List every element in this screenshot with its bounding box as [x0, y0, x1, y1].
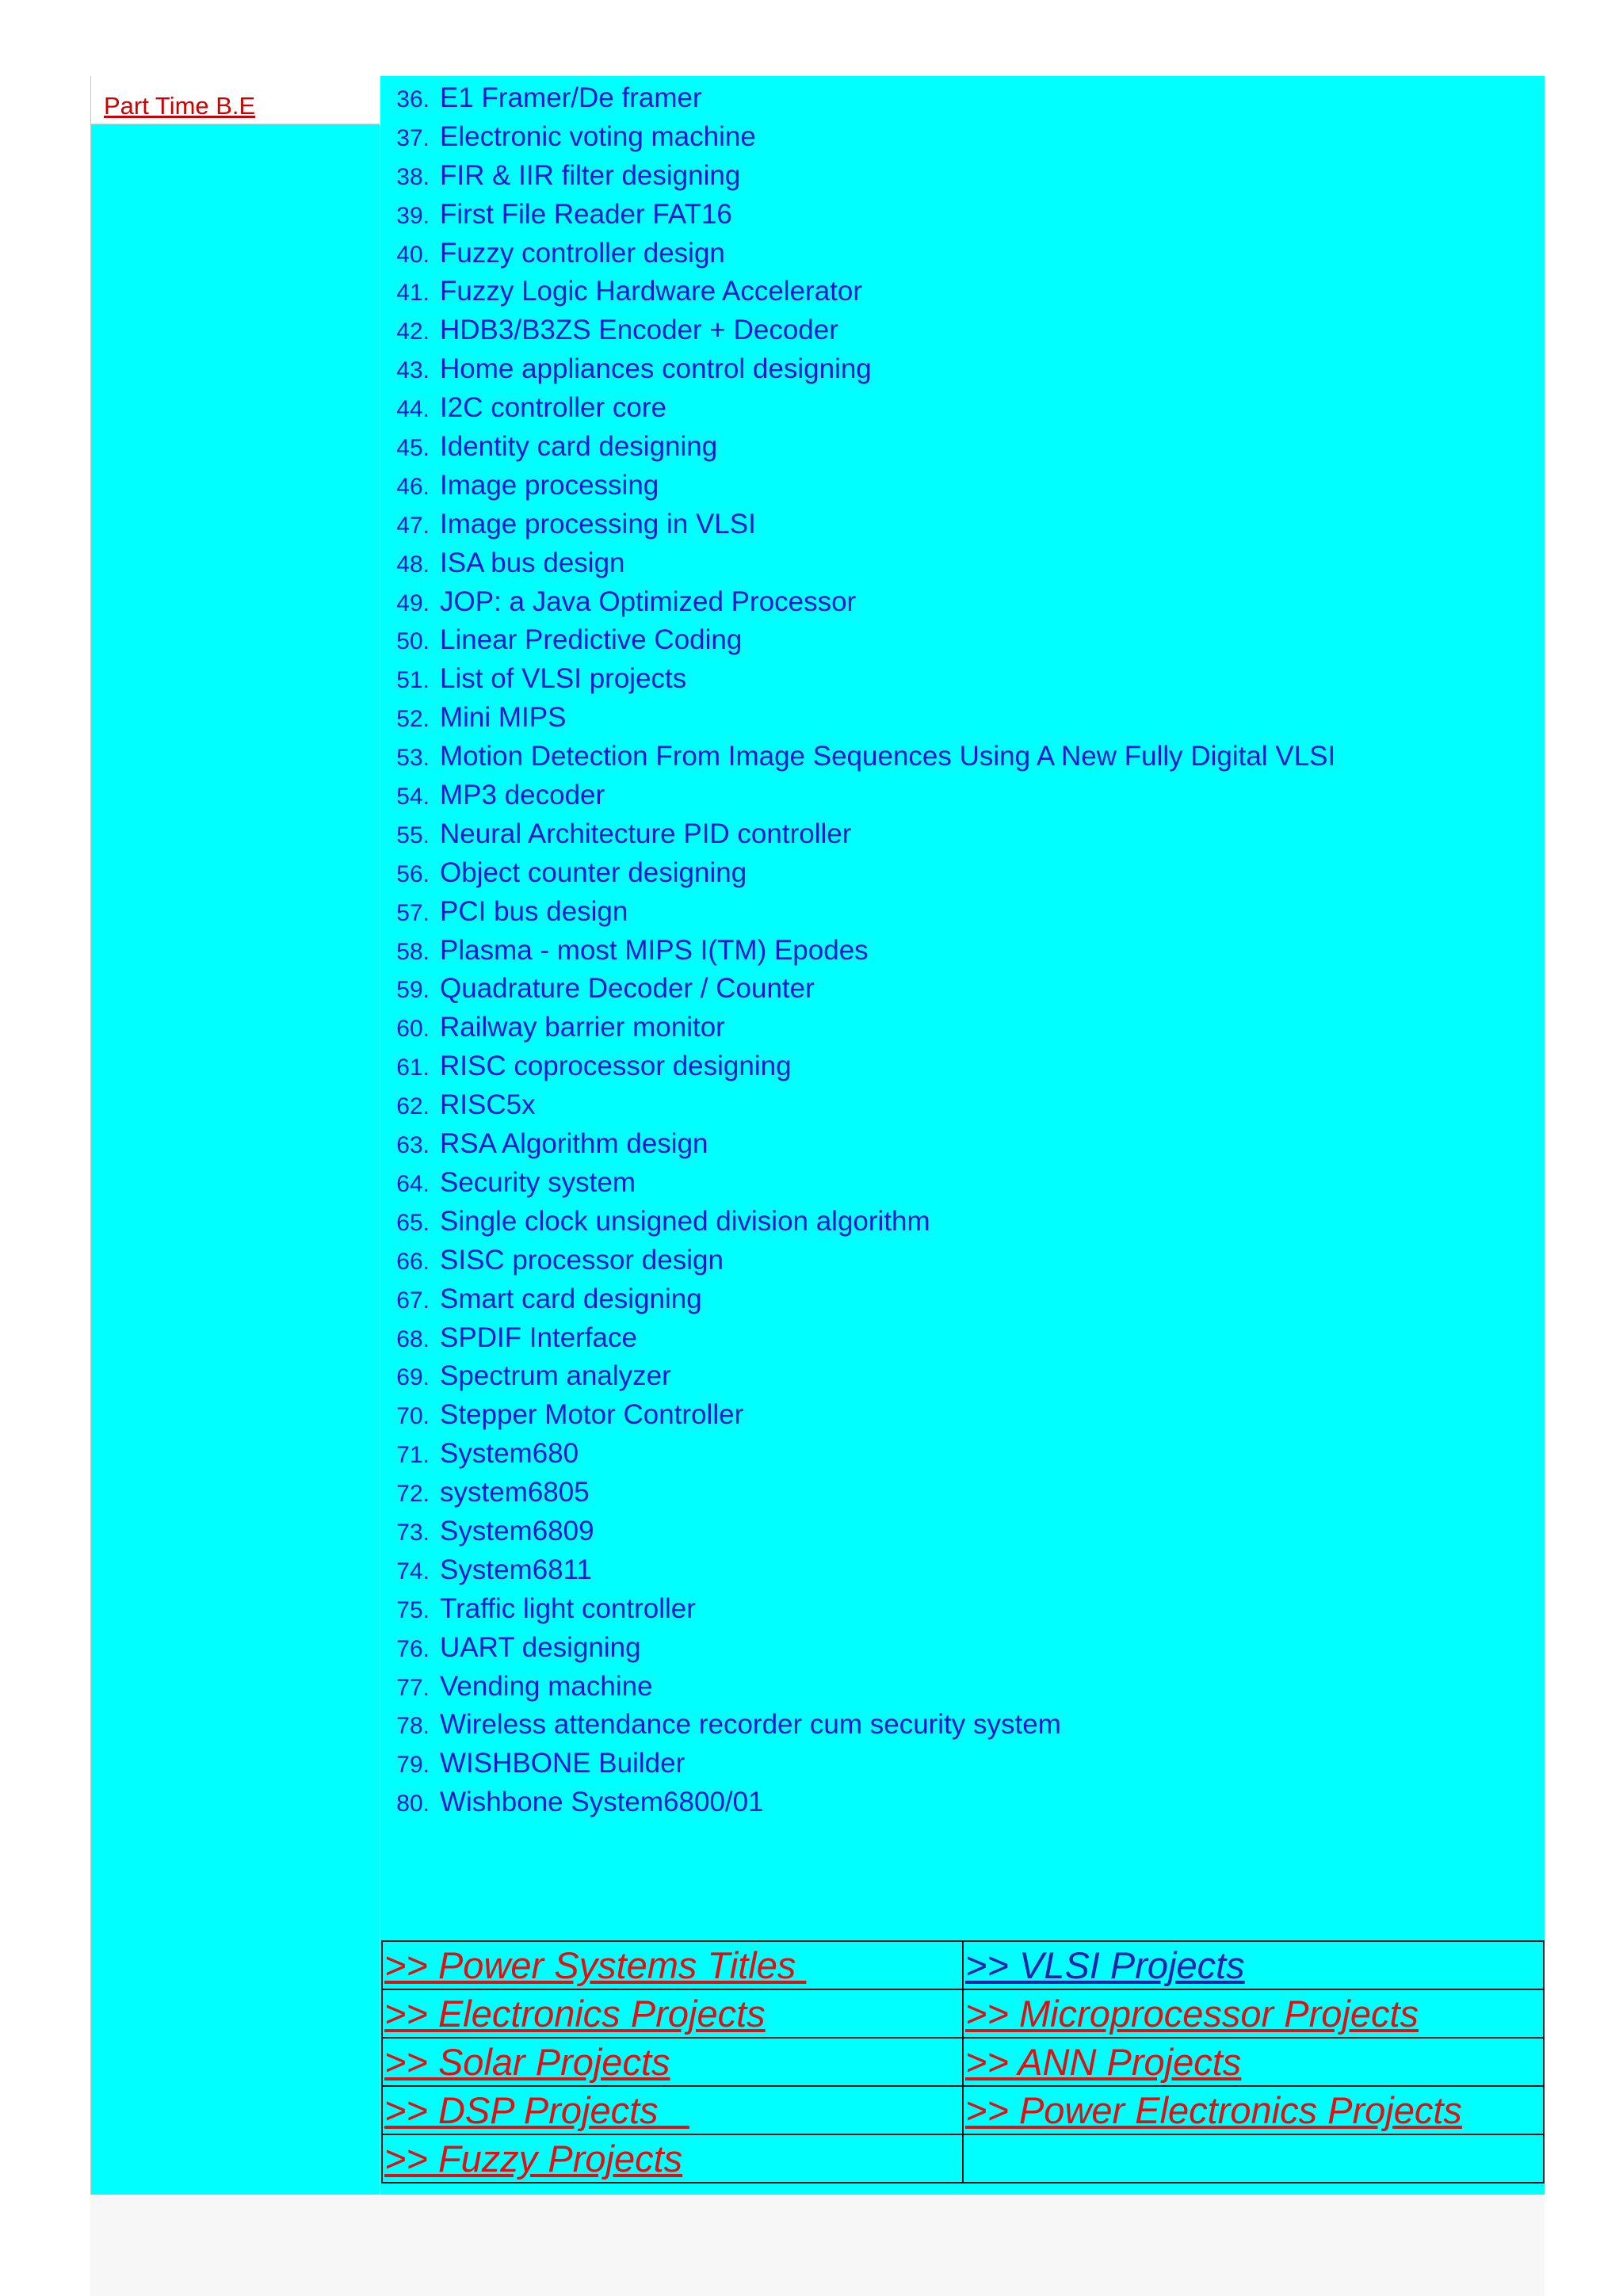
list-item: [380, 1203, 1537, 1241]
solar-projects-link[interactable]: >> Solar Projects: [384, 2041, 670, 2083]
list-item: [380, 273, 1537, 311]
list-item-title: Wishbone System6800/01: [440, 1787, 764, 1818]
list-item: [380, 1590, 1537, 1629]
table-row: [382, 2038, 1544, 2086]
list-item: [380, 1280, 1537, 1319]
list-item-number: 70.: [396, 1403, 430, 1430]
dsp-projects-link[interactable]: >> DSP Projects: [384, 2089, 689, 2131]
list-item-number: 58.: [396, 938, 430, 965]
list-item-number: 56.: [396, 860, 430, 887]
power-electronics-projects-link[interactable]: >> Power Electronics Projects: [965, 2089, 1462, 2131]
list-item-number: 51.: [396, 667, 430, 694]
project-links-table: [381, 1940, 1545, 2183]
list-item-number: 40.: [396, 241, 430, 268]
empty-table-cell: [963, 2134, 1544, 2183]
list-item-number: 43.: [396, 357, 430, 384]
main-content: [380, 76, 1545, 2195]
list-item: [380, 1745, 1537, 1783]
list-item-number: 37.: [396, 124, 430, 151]
list-item-title: Fuzzy controller design: [440, 237, 725, 269]
list-item-number: 75.: [396, 1596, 430, 1623]
list-item-title: Wireless attendance recorder cum security system: [440, 1709, 1061, 1741]
table-row: [382, 1989, 1544, 2038]
list-item-title: I2C controller core: [440, 392, 666, 424]
list-item-title: Identity card designing: [440, 431, 718, 463]
list-item-number: 41.: [396, 280, 430, 307]
list-item-title: ISA bus design: [440, 547, 625, 578]
table-cell: [382, 2038, 963, 2086]
table-row: [382, 2134, 1544, 2183]
list-item: [380, 311, 1537, 350]
list-item: [380, 1164, 1537, 1203]
list-item-title: Fuzzy Logic Hardware Accelerator: [440, 276, 862, 307]
list-item-title: UART designing: [440, 1631, 641, 1663]
list-item-number: 80.: [396, 1791, 430, 1817]
list-item-title: RISC5x: [440, 1089, 536, 1121]
list-item-number: 74.: [396, 1558, 430, 1585]
list-item-number: 67.: [396, 1287, 430, 1314]
list-item-number: 42.: [396, 318, 430, 345]
table-row: [382, 1941, 1544, 1989]
list-item: [380, 1474, 1537, 1512]
list-item: [380, 583, 1537, 622]
list-item-title: system6805: [440, 1477, 590, 1508]
list-item: [380, 79, 1537, 118]
list-item-number: 46.: [396, 473, 430, 500]
list-item-number: 63.: [396, 1132, 430, 1159]
list-item: [380, 970, 1537, 1009]
list-item-title: SPDIF Interface: [440, 1322, 637, 1353]
list-item: [380, 621, 1537, 660]
list-item-title: HDB3/B3ZS Encoder + Decoder: [440, 315, 838, 346]
list-item-title: Neural Architecture PID controller: [440, 818, 852, 849]
list-item-number: 61.: [396, 1055, 430, 1081]
table-cell: [963, 1989, 1544, 2038]
list-item-number: 44.: [396, 396, 430, 423]
list-item-number: 79.: [396, 1752, 430, 1779]
list-item: [380, 505, 1537, 544]
table-cell: [382, 1941, 963, 1989]
list-item-title: MP3 decoder: [440, 780, 605, 811]
list-item-number: 71.: [396, 1442, 430, 1469]
list-item-title: Plasma - most MIPS I(TM) Epodes: [440, 934, 869, 966]
list-item-title: JOP: a Java Optimized Processor: [440, 585, 857, 617]
list-item: [380, 1783, 1537, 1822]
list-item-title: Mini MIPS: [440, 702, 567, 734]
table-cell: [963, 2086, 1544, 2134]
table-cell: [963, 1941, 1544, 1989]
list-item: [380, 1435, 1537, 1474]
list-item: [380, 1551, 1537, 1590]
list-item: [380, 660, 1537, 699]
list-item-title: Railway barrier monitor: [440, 1012, 725, 1043]
list-item-number: 62.: [396, 1093, 430, 1120]
table-cell: [382, 2134, 963, 2183]
ann-projects-link[interactable]: >> ANN Projects: [965, 2041, 1242, 2083]
list-item-number: 48.: [396, 551, 430, 578]
list-item-title: Motion Detection From Image Sequences Using A New Fully Digital VLSI: [440, 741, 1336, 772]
list-item-title: Object counter designing: [440, 856, 747, 888]
list-item: [380, 467, 1537, 505]
list-item-title: RISC coprocessor designing: [440, 1051, 792, 1082]
list-item: [380, 1319, 1537, 1358]
list-item-number: 65.: [396, 1209, 430, 1236]
list-item: [380, 389, 1537, 428]
list-item-number: 55.: [396, 822, 430, 849]
list-item: [380, 157, 1537, 196]
list-item-number: 39.: [396, 202, 430, 229]
list-item: [380, 1668, 1537, 1707]
list-item-number: 53.: [396, 745, 430, 772]
list-item-number: 52.: [396, 706, 430, 733]
list-item-number: 73.: [396, 1519, 430, 1546]
list-item-title: System6811: [440, 1554, 592, 1585]
list-item-title: WISHBONE Builder: [440, 1748, 685, 1779]
list-item: [380, 1512, 1537, 1551]
list-item: [380, 932, 1537, 971]
list-item-title: Quadrature Decoder / Counter: [440, 973, 815, 1005]
list-item-number: 38.: [396, 163, 430, 190]
project-list: [380, 79, 1537, 1822]
list-item: [380, 428, 1537, 467]
list-item-title: Image processing: [440, 469, 659, 501]
list-item-number: 76.: [396, 1635, 430, 1662]
list-item: [380, 350, 1537, 389]
list-item-number: 72.: [396, 1481, 430, 1508]
list-item-title: Single clock unsigned division algorithm: [440, 1205, 930, 1237]
left-sidebar: [90, 76, 380, 2195]
list-item-number: 45.: [396, 435, 430, 462]
microprocessor-projects-link[interactable]: >> Microprocessor Projects: [965, 1993, 1419, 2035]
list-item: [380, 1125, 1537, 1164]
list-item-title: List of VLSI projects: [440, 663, 687, 695]
list-item: [380, 815, 1537, 854]
table-cell: [382, 2086, 963, 2134]
table-row: [382, 2086, 1544, 2134]
list-item-title: System680: [440, 1438, 579, 1470]
list-item-title: RSA Algorithm design: [440, 1128, 708, 1160]
list-item-number: 64.: [396, 1170, 430, 1197]
list-item: [380, 544, 1537, 583]
table-cell: [963, 2038, 1544, 2086]
list-item: [380, 235, 1537, 273]
list-item: [380, 1241, 1537, 1280]
list-item-title: Stepper Motor Controller: [440, 1399, 744, 1431]
list-item: [380, 1629, 1537, 1668]
part-time-be-link[interactable]: Part Time B.E: [104, 92, 256, 120]
list-item: [380, 1047, 1537, 1086]
list-item-number: 47.: [396, 512, 430, 539]
list-item: [380, 699, 1537, 738]
list-item: [380, 196, 1537, 235]
list-item-title: Home appliances control designing: [440, 353, 872, 385]
list-item-title: Spectrum analyzer: [440, 1360, 671, 1392]
list-item-number: 36.: [396, 86, 430, 113]
list-item-title: SISC processor design: [440, 1244, 724, 1276]
list-item: [380, 1357, 1537, 1396]
list-item-number: 77.: [396, 1674, 430, 1701]
list-item-number: 78.: [396, 1713, 430, 1740]
list-item-title: E1 Framer/De framer: [440, 82, 702, 113]
list-item-number: 66.: [396, 1248, 430, 1275]
electronics-projects-link[interactable]: >> Electronics Projects: [384, 1993, 766, 2035]
list-item-title: System6809: [440, 1515, 594, 1547]
list-item: [380, 1706, 1537, 1745]
list-item-number: 68.: [396, 1325, 430, 1352]
list-item-number: 59.: [396, 977, 430, 1004]
sidebar-link-cell: [91, 76, 380, 124]
list-item-number: 54.: [396, 784, 430, 810]
list-item: [380, 893, 1537, 932]
table-cell: [382, 1989, 963, 2038]
list-item: [380, 854, 1537, 893]
list-item-title: Electronic voting machine: [440, 120, 756, 152]
list-item: [380, 738, 1537, 776]
list-item: [380, 118, 1537, 157]
list-item: [380, 1396, 1537, 1435]
fuzzy-projects-link[interactable]: >> Fuzzy Projects: [384, 2138, 683, 2180]
list-item-number: 57.: [396, 899, 430, 926]
power-systems-titles-link[interactable]: >> Power Systems Titles: [384, 1944, 807, 1986]
list-item-title: First File Reader FAT16: [440, 198, 732, 230]
vlsi-projects-link[interactable]: >> VLSI Projects: [965, 1944, 1245, 1986]
list-item: [380, 1086, 1537, 1125]
list-item: [380, 1009, 1537, 1047]
list-item: [380, 776, 1537, 815]
list-item-number: 60.: [396, 1016, 430, 1043]
list-item-title: FIR & IIR filter designing: [440, 159, 741, 191]
list-item-title: Security system: [440, 1166, 636, 1198]
list-item-title: Linear Predictive Coding: [440, 624, 743, 656]
list-item-title: PCI bus design: [440, 895, 628, 927]
list-item-number: 69.: [396, 1364, 430, 1391]
list-item-title: Vending machine: [440, 1670, 653, 1702]
list-item-number: 49.: [396, 589, 430, 616]
list-item-title: Image processing in VLSI: [440, 508, 756, 540]
list-item-title: Traffic light controller: [440, 1592, 696, 1624]
list-item-title: Smart card designing: [440, 1283, 702, 1314]
page-footer-band: [90, 2195, 1545, 2296]
list-item-number: 50.: [396, 628, 430, 655]
